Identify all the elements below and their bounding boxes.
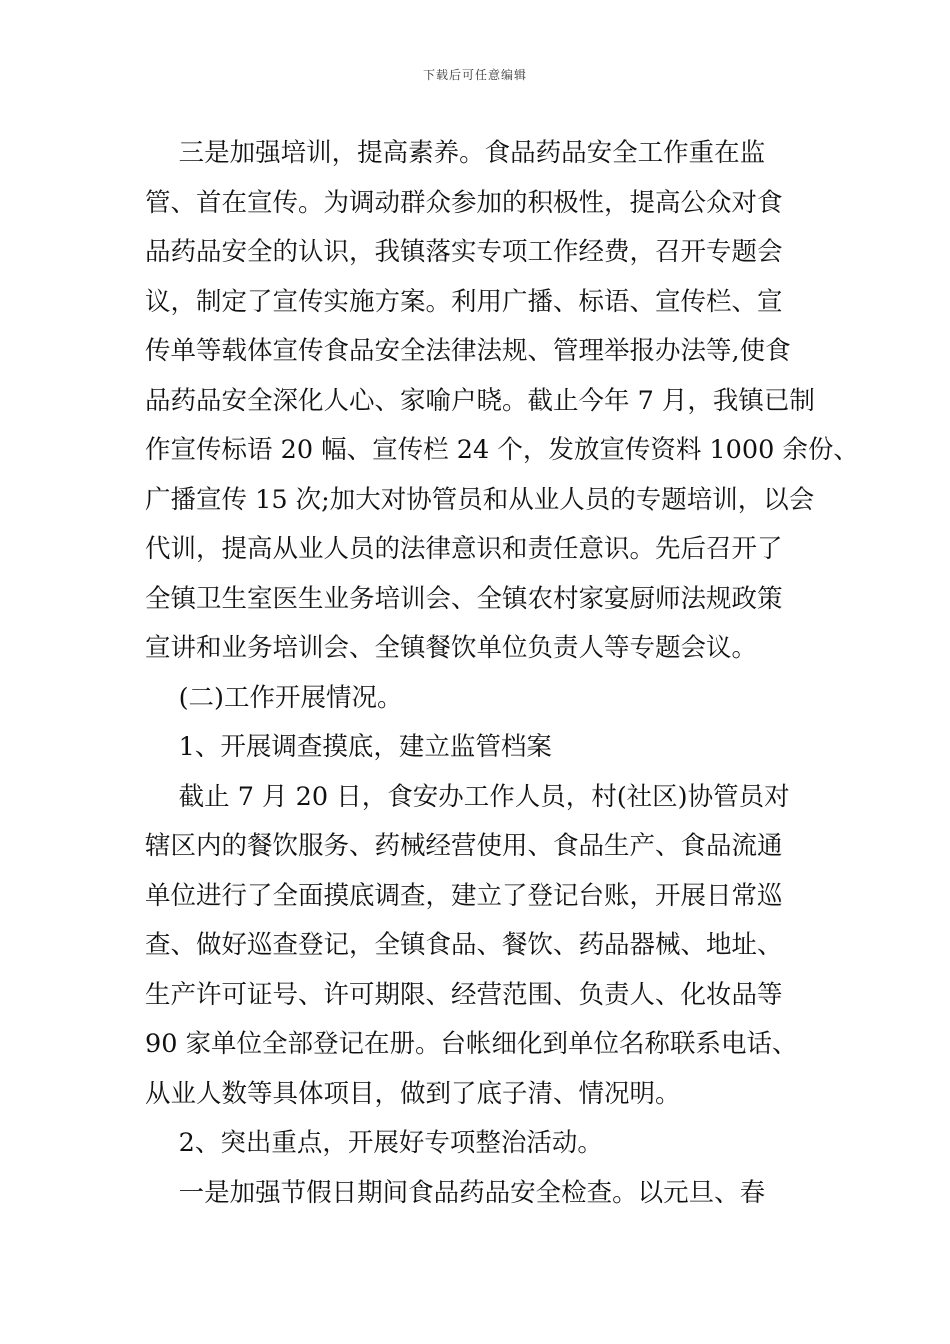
text-line: 三是加强培训，提高素养。食品药品安全工作重在监 [145, 138, 766, 168]
text-line: 全镇卫生室医生业务培训会、全镇农村家宴厨师法规政策 [145, 583, 783, 614]
text-line: 广播宣传 15 次;加大对协管员和从业人员的专题培训，以会 [145, 484, 815, 515]
text-line: 90 家单位全部登记在册。台帐细化到单位名称联系电话、 [145, 1029, 798, 1059]
text-line: 截止 7 月 20 日，食安办工作人员，村(社区)协管员对 [145, 781, 790, 812]
text-line: 查、做好巡查登记，全镇食品、餐饮、药品器械、地址、 [145, 930, 783, 960]
text-line: 议，制定了宣传实施方案。利用广播、标语、宣传栏、宣 [145, 286, 783, 317]
text-line: 宣讲和业务培训会、全镇餐饮单位负责人等专题会议。 [145, 633, 758, 663]
subsection-heading: 2、突出重点，开展好专项整治活动。 [145, 1128, 603, 1158]
document-body [145, 129, 859, 1218]
text-line: 代训，提高从业人员的法律意识和责任意识。先后召开了 [145, 534, 783, 564]
text-line: 品药品安全深化人心、家喻户晓。截止今年 7 月，我镇已制 [145, 385, 815, 416]
section-heading: (二)工作开展情况。 [145, 682, 403, 713]
text-line: 一是加强节假日期间食品药品安全检查。以元旦、春 [145, 1177, 766, 1208]
text-line: 辖区内的餐饮服务、药械经营使用、食品生产、食品流通 [145, 831, 783, 861]
text-line: 传单等载体宣传食品安全法律法规、管理举报办法等,使食 [145, 336, 791, 366]
text-line: 从业人数等具体项目，做到了底子清、情况明。 [145, 1078, 681, 1109]
page-header: 下载后可任意编辑 [422, 68, 527, 82]
text-line: 单位进行了全面摸底调查，建立了登记台账，开展日常巡 [145, 880, 783, 911]
text-line: 作宣传标语 20 幅、宣传栏 24 个，发放宣传资料 1000 余份、 [145, 435, 859, 465]
text-line: 生产许可证号、许可期限、经营范围、负责人、化妆品等 [145, 979, 783, 1010]
text-line: 品药品安全的认识，我镇落实专项工作经费，召开专题会 [145, 237, 783, 267]
text-line: 管、首在宣传。为调动群众参加的积极性，提高公众对食 [145, 187, 783, 218]
subsection-heading: 1、开展调查摸底，建立监管档案 [145, 732, 552, 762]
